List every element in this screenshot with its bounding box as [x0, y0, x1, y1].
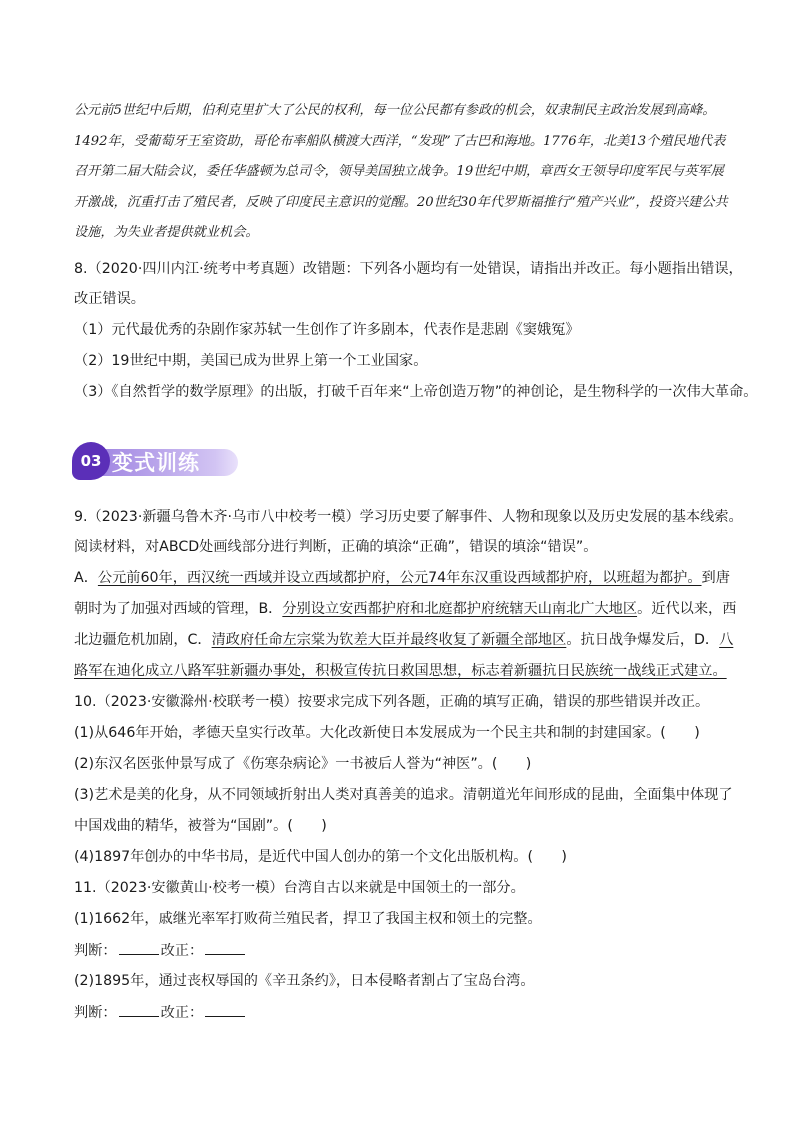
q9-material-line1	[74, 568, 734, 588]
q9-text: 。抗日战争爆发后，D．	[566, 632, 720, 648]
q9-underlined-b: 分别设立安西都护府和北庭都护府统辖天山南北广大地区	[282, 601, 638, 617]
q9-text: 北边疆危机加剧，C．	[74, 632, 212, 648]
q9-underlined-d: 八	[719, 632, 734, 648]
fix-blank[interactable]	[205, 940, 245, 955]
section-number-badge	[72, 442, 110, 480]
section-number: 03	[80, 452, 102, 470]
judge-label: 判断：	[74, 943, 117, 959]
fix-label: 改正：	[160, 1005, 204, 1021]
q10-item-2: (2)东汉名医张仲景写成了《伤寒杂病论》一书被后人誉为“神医”。( )	[74, 756, 532, 772]
q8-item-1: （1）元代最优秀的杂剧作家苏轼一生创作了许多剧本，代表作是悲剧《窦娥冤》	[74, 322, 580, 338]
q9-stem-line1: 9.（2023·新疆乌鲁木齐·乌市八中校考一模）学习历史要了解事件、人物和现象以及历史发展的基本线索。	[74, 509, 743, 525]
judge-blank[interactable]	[119, 940, 159, 955]
q9-text: 到唐	[701, 570, 730, 586]
q9-underlined-d: 路军在迪化成立八路军驻新疆办事处，积极宣传抗日救国思想，标志着新疆抗日民族统一战线正式建立。	[74, 663, 727, 679]
q8-item-3: （3）《自然哲学的数学原理》的出版，打破千百年来“上帝创造万物”的神创论，是生物科学的一次伟大革命。	[74, 384, 758, 400]
q11-answer-1	[74, 940, 734, 961]
fix-blank[interactable]	[205, 1002, 245, 1017]
q9-text: 朝时为了加强对西域的管理，B．	[74, 601, 283, 617]
q11-item-2: (2)1895年，通过丧权辱国的《辛丑条约》，日本侵略者割占了宝岛台湾。	[74, 973, 535, 989]
q8-stem-line1: 8.（2020·四川内江·统考中考真题）改错题：下列各小题均有一处错误，请指出并改正。每小题指出错误，	[74, 261, 743, 277]
q9-text: 。近代以来，西	[637, 601, 737, 617]
judge-blank[interactable]	[119, 1002, 159, 1017]
q10-stem: 10.（2023·安徽滁州·校联考一模）按要求完成下列各题，正确的填写正确，错误的那些错误并改正。	[74, 694, 710, 710]
section-title: 变式训练	[112, 451, 200, 475]
q9-underlined-c: 清政府任命左宗棠为钦差大臣并最终收复了新疆全部地区	[211, 632, 567, 648]
section-header	[72, 440, 238, 484]
q10-item-3: (3)艺术是美的化身，从不同领域折射出人类对真善美的追求。清朝道光年间形成的昆曲，全面集中体现了	[74, 787, 733, 803]
q11-answer-2	[74, 1002, 734, 1023]
q11-stem: 11.（2023·安徽黄山·校考一模）台湾自古以来就是中国领土的一部分。	[74, 880, 525, 896]
q10-item-4: (4)1897年创办的中华书局，是近代中国人创办的第一个文化出版机构。( )	[74, 849, 567, 865]
q8-stem-line2: 改正错误。	[74, 291, 145, 307]
q9-material-line2	[74, 599, 737, 619]
q10-item-3-cont: 中国戏曲的精华，被誉为“国剧”。( )	[74, 818, 327, 834]
q9-label-a: A．	[74, 570, 98, 586]
q9-material-line3	[74, 630, 734, 650]
q9-underlined-a: 公元前60年，西汉统一西域并设立西域都护府，公元74年东汉重设西域都护府，以班超为都护。	[97, 570, 702, 586]
q9-material-line4	[74, 661, 734, 681]
judge-label: 判断：	[74, 1005, 117, 1021]
reading-passage: 公元前5世纪中后期，伯利克里扩大了公民的权利，每一位公民都有参政的机会，奴隶制民主政治发展到高峰。1492年，受葡萄牙王室资助，哥伦布率船队横渡大西洋，“发现”了古巴和海地。1776年，北美13个殖民地代表召开第二届大陆会议，委任华盛顿为总司令，领导美国独立战争。19世纪中期，章西女王领导印度军民与英军展开激战，沉重打击了殖民者，反映了印度民主意识的觉醒。20世纪30年代罗斯福推行“殖产兴业”，投资兴建公共设施，为失业者提供就业机会。	[74, 103, 728, 240]
fix-label: 改正：	[160, 943, 204, 959]
q10-item-1: (1)从646年开始，孝德天皇实行改革。大化改新使日本发展成为一个民主共和制的封建国家。( )	[74, 725, 700, 741]
q11-item-1: (1)1662年，戚继光率军打败荷兰殖民者，捍卫了我国主权和领土的完整。	[74, 911, 542, 927]
q8-item-2: （2）19世纪中期，美国已成为世界上第一个工业国家。	[74, 353, 428, 369]
q9-stem-line2: 阅读材料，对ABCD处画线部分进行判断，正确的填涂“正确”，错误的填涂“错误”。	[74, 539, 598, 555]
